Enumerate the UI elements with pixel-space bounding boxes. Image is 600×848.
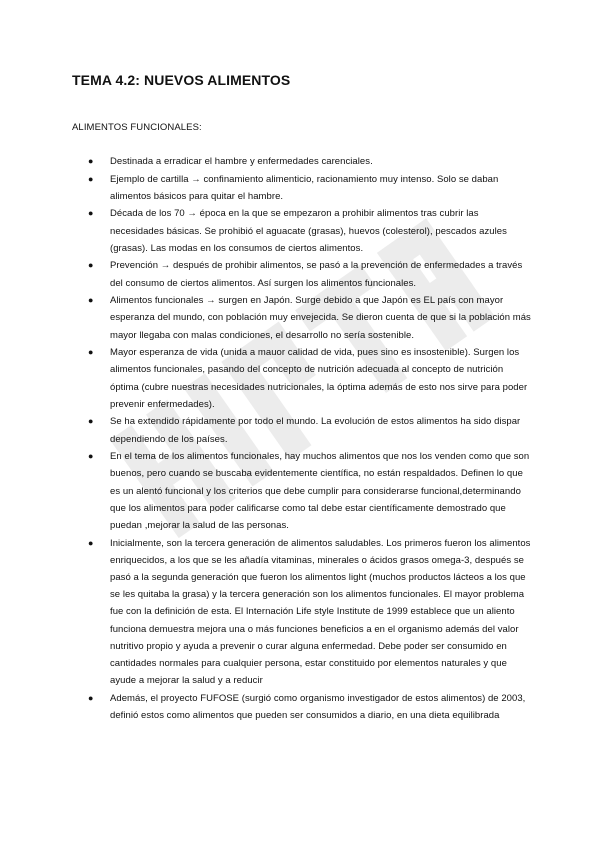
list-item	[72, 344, 532, 413]
list-item	[72, 292, 532, 344]
bullet-icon: ●	[88, 416, 94, 427]
bullet-icon: ●	[88, 156, 94, 166]
list-item-text: Ejemplo de cartilla → confinamiento alimenticio, racionamiento muy intenso. Solo se daban alimentos básicos para quitar el hambre.	[110, 173, 499, 202]
bullet-icon: ●	[88, 451, 94, 462]
list-item-text: Se ha extendido rápidamente por todo el mundo. La evolución de estos alimentos ha sido dispar dependiendo de los países.	[110, 416, 521, 445]
list-item-text: Además, el proyecto FUFOSE (surgió como organismo investigador de estos alimentos) de 2003, definió estos como alimentos que pueden ser consumidos a diario, en una dieta equilibrada	[110, 692, 526, 722]
list-item	[72, 171, 532, 205]
list-item	[72, 153, 532, 170]
section-heading: ALIMENTOS FUNCIONALES:	[72, 122, 202, 133]
list-item	[72, 535, 532, 690]
bullet-icon: ●	[88, 692, 94, 703]
bullet-list	[72, 153, 532, 725]
list-item-text: Mayor esperanza de vida (unida a mauor calidad de vida, pues sino es insostenible). Surgen los alimentos funcionales, pasando del concepto de nutrición adecuada al concepto de nutrición óptima (cubre nuestras necesidades nutricionales, la óptima además de esto nos sirve para poder prevenir enfermedades).	[110, 347, 528, 410]
list-item-text: En el tema de los alimentos funcionales, hay muchos alimentos que nos los venden como que son buenos, pero cuando se buscaba evidentemente científica, no están respaldados. Definen lo que es un alentó funcional y los criterios que debe cumplir para considerarse funcional,determinando que los alimentos para poder calificarse como tal debe estar científicamente demostrado que puedan ,mejorar la salud de las personas.	[110, 451, 530, 531]
bullet-icon: ●	[88, 208, 94, 219]
list-item-text: Inicialmente, son la tercera generación de alimentos saludables. Los primeros fueron los alimentos enriquecidos, a los que se les añadía vitaminas, minerales o ácidos grasos omega-3, después se pasó a la segunda generación que fueron los alimentos light (muchos productos lácteos a los que se les quitaba la grasa) y la tercera generación son los alimentos funcionales. El mayor problema fue con la definición de esta. El Internación Life style Institute de 1999 establece que un aliento funciona demuestra mejora una o más funciones beneficios a en el organismo además del valor nutritivo propio y ayuda a prevenir o curar alguna enfermedad. Debe poder ser consumido en cantidades normales para cualquier persona, estar constituido por elementos naturales y que ayude a mejorar la salud y a reducir	[110, 537, 531, 687]
bullet-icon: ●	[88, 537, 94, 548]
bullet-icon: ●	[88, 260, 94, 271]
list-item-text: Alimentos funcionales → surgen en Japón. Surge debido a que Japón es EL país con mayor esperanza del mundo, con población muy envejecida. Se dieron cuenta de que si la población más mayor llegaba con malas condiciones, el desarrollo no sería sostenible.	[110, 295, 531, 341]
list-item-text: Destinada a erradicar el hambre y enfermedades carenciales.	[110, 156, 373, 167]
bullet-icon: ●	[88, 295, 94, 306]
bullet-icon: ●	[88, 173, 94, 184]
list-item-text: Prevención → después de prohibir alimentos, se pasó a la prevención de enfermedades a través del consumo de ciertos alimentos. Así surgen los alimentos funcionales.	[110, 260, 523, 289]
list-item-text: Década de los 70 → época en la que se empezaron a prohibir alimentos tras cubrir las necesidades básicas. Se prohibió el aguacate (grasas), huevos (colesterol), pescados azules (grasas). Las modas en los consumos de ciertos alimentos.	[110, 208, 507, 254]
list-item	[72, 413, 532, 447]
list-item	[72, 690, 532, 724]
list-item	[72, 205, 532, 257]
list-item	[72, 257, 532, 291]
page-title: TEMA 4.2: NUEVOS ALIMENTOS	[72, 72, 291, 88]
list-item	[72, 448, 532, 534]
bullet-icon: ●	[88, 347, 94, 358]
